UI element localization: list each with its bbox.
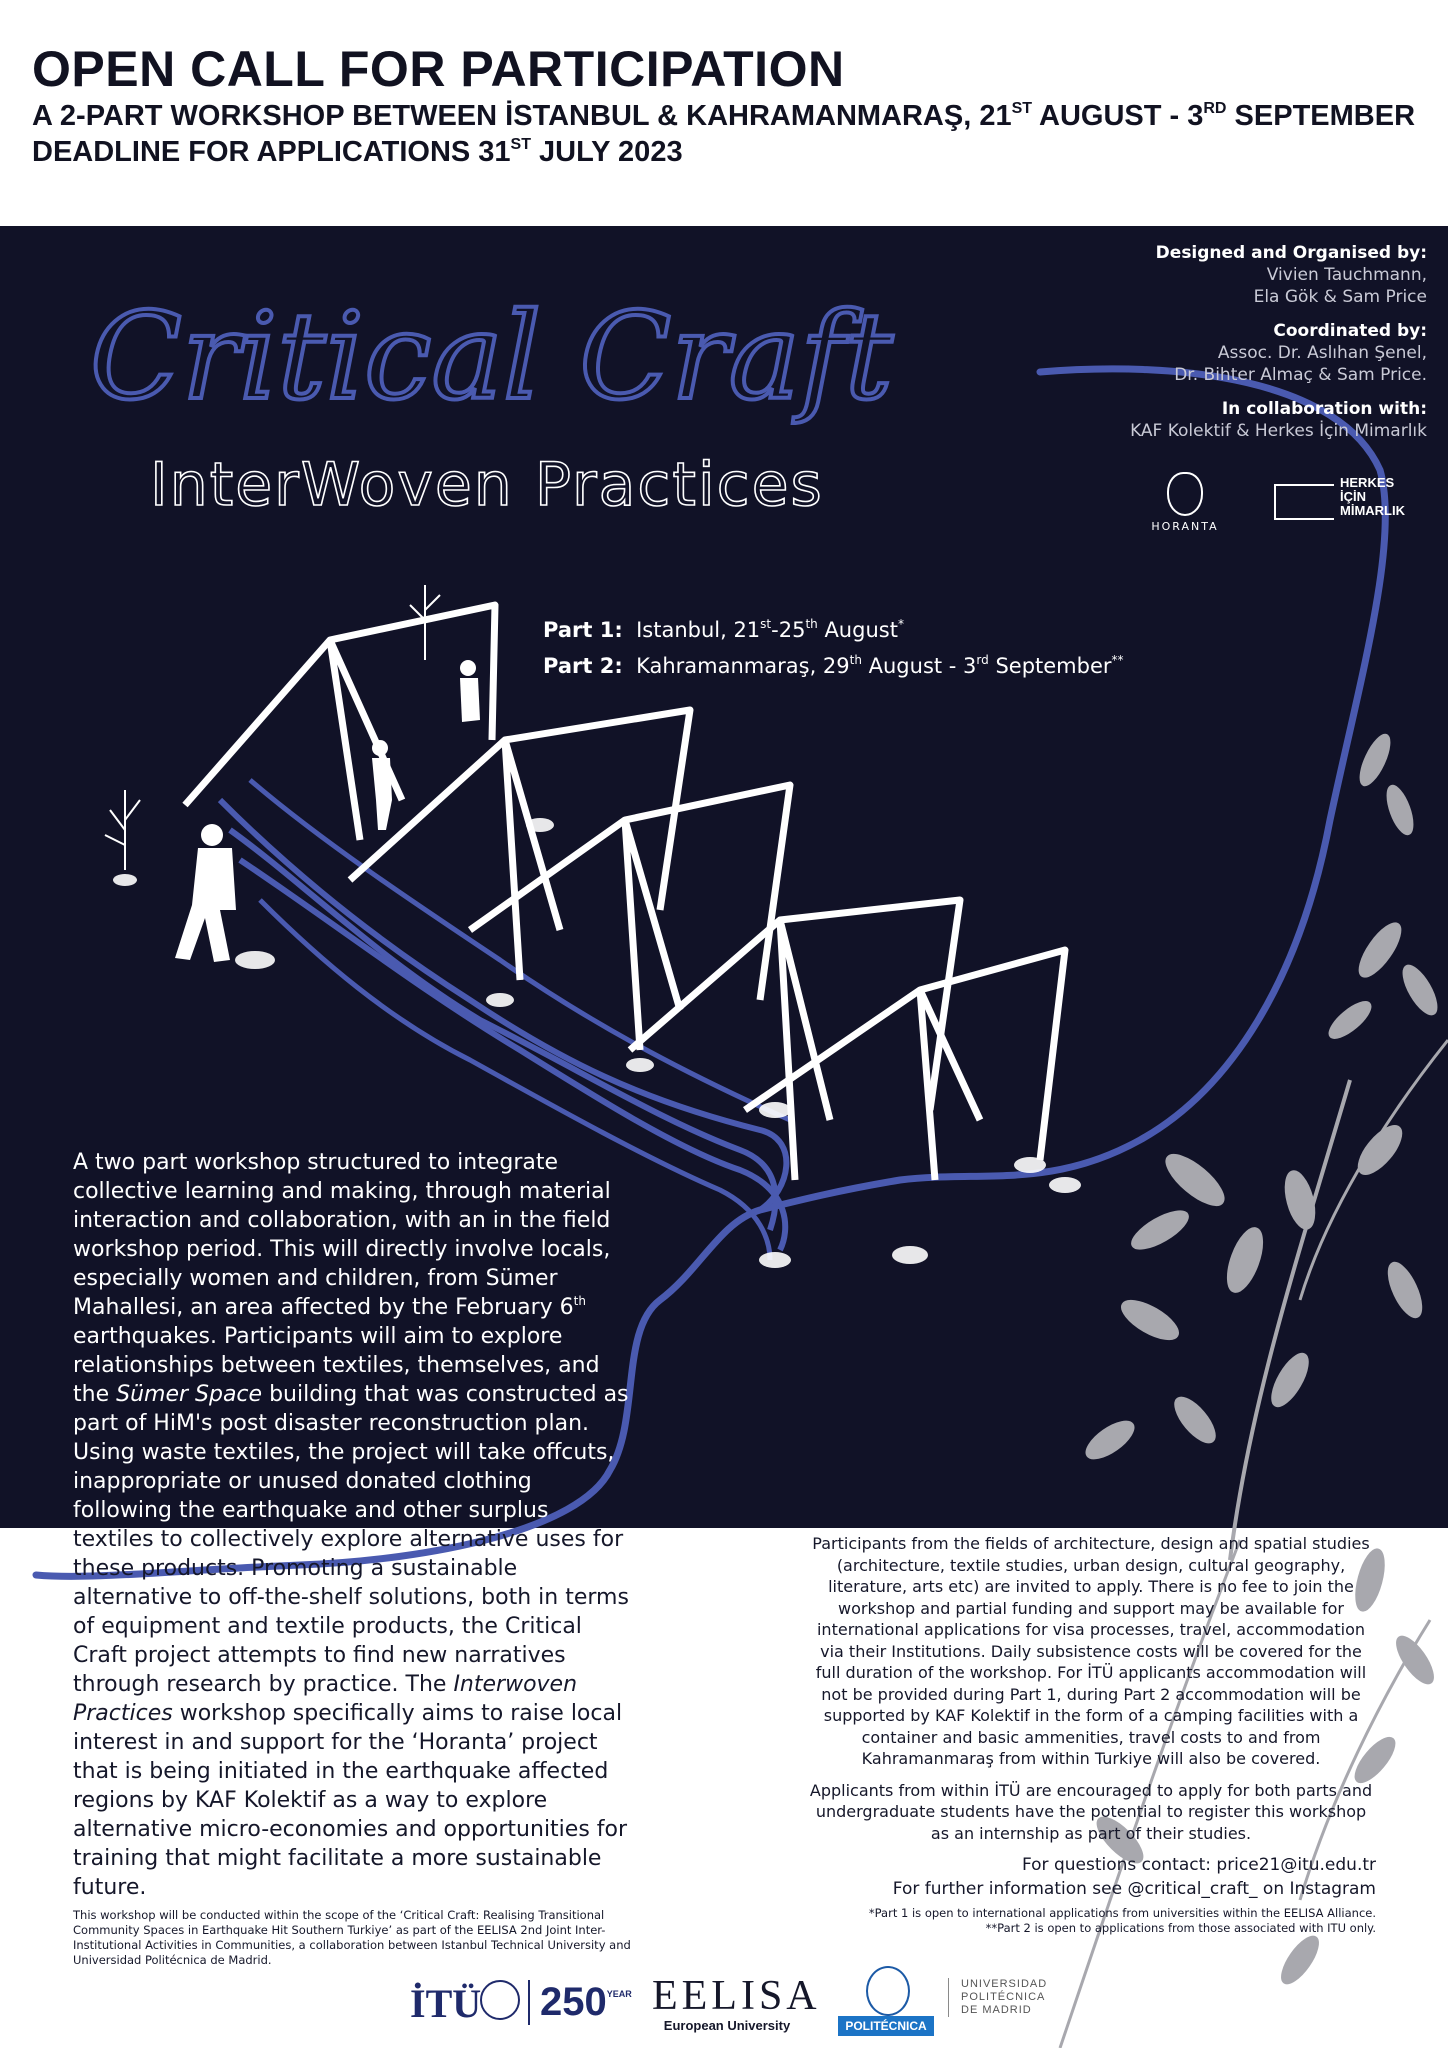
footer-logos [400, 1960, 1400, 2040]
credits-block [1047, 242, 1427, 442]
part-1-text-a: Istanbul, 21 [636, 618, 761, 642]
him-logo-text [1340, 476, 1405, 518]
hero-title: Critical Craft [90, 288, 893, 427]
part-2-text-b: August - 3 [861, 654, 977, 678]
part-2-text-c: September [988, 654, 1112, 678]
contact-instagram: For further information see @critical_craft_ on Instagram [892, 1879, 1376, 1899]
part-1-text-c: August [817, 618, 898, 642]
part-2 [543, 648, 1124, 684]
speech-bubble-icon [1274, 484, 1334, 520]
part-2-footnote-mark: ** [1111, 653, 1124, 667]
deadline-end: JULY 2023 [531, 136, 683, 168]
horanta-logo [1140, 472, 1230, 533]
upm-crest-icon [866, 1966, 910, 2016]
description-lower [73, 1527, 629, 1900]
footnote-1: *Part 1 is open to international applications from universities within the EELISA Alliance. [868, 1906, 1376, 1920]
eelisa-logo [652, 1973, 821, 2033]
description-upper-c: building that was constructed as part of HiM's post disaster reconstruction plan. Using waste textiles, the project will take offcuts, inappropriate or unused donated clothing following the earthquake and other surplus [73, 1382, 629, 1523]
him-line-2: İÇİN [1340, 489, 1366, 504]
part-2-sup-2: rd [976, 653, 989, 667]
itu-250-logo [528, 1980, 632, 2025]
subtitle-sup-2: RD [1203, 100, 1227, 117]
itu-seal-icon [480, 1980, 520, 2020]
hero-subtitle: InterWoven Practices [150, 450, 824, 520]
herkes-icin-mimarlik-logo [1274, 476, 1414, 524]
description-text [73, 1148, 633, 1902]
part-1-sup-1: st [760, 617, 772, 631]
itu-applicants-paragraph: Applicants from within İTÜ are encouraged to apply for both parts and undergraduate students have the potential to register this workshop as an internship as part of their studies. [809, 1780, 1373, 1843]
upm-line-2: POLITÉCNICA [961, 1991, 1046, 2003]
coordinated-line-1: Assoc. Dr. Aslıhan Şenel, [1217, 343, 1427, 363]
itu-logo: İTÜ [410, 1981, 482, 2026]
organised-line-2: Ela Gök & Sam Price [1253, 287, 1427, 307]
deadline-sup: ST [510, 136, 531, 153]
horanta-emblem-icon [1167, 472, 1203, 516]
eelisa-mark: EELISA [652, 1973, 821, 2019]
collaboration-line: KAF Kolektif & Herkes İçin Mimarlık [1130, 421, 1427, 441]
organised-heading: Designed and Organised by: [1155, 243, 1427, 263]
upm-line-3: DE MADRID [961, 2004, 1032, 2016]
part-1-text-b: -25 [771, 618, 806, 642]
part-1-footnote-mark: * [897, 617, 904, 631]
horanta-logo-text: HORANTA [1151, 520, 1219, 533]
eligibility-text [806, 1533, 1376, 1936]
subtitle-sup-1: ST [1011, 100, 1033, 117]
upm-line-1: UNIVERSIDAD [961, 1978, 1048, 1990]
description-lower-a: textiles to collectively explore alternative uses for these products. Promoting a sustainable alternative to off-the-shelf solutions, both in terms of equipment and textile products, the Critical Craft project attempts to find new narratives through research by practice. The [73, 1527, 629, 1697]
part-1-sup-2: th [805, 617, 818, 631]
description-emphasis: Sümer Space [116, 1382, 263, 1407]
workshop-parts [543, 612, 1124, 684]
anniversary-year-label: YEAR [606, 1989, 632, 1999]
description-sup: th [573, 1294, 586, 1308]
organised-line-1: Vivien Tauchmann, [1266, 265, 1427, 285]
collaboration-heading: In collaboration with: [1221, 399, 1427, 419]
contact-email: For questions contact: price21@itu.edu.tr [1021, 1855, 1376, 1875]
coordinated-line-2: Dr. Bihter Almaç & Sam Price. [1174, 365, 1427, 385]
description-upper-b: earthquakes. Participants will aim to explore relationships between textiles, themselves, and the [73, 1324, 600, 1407]
footnotes [806, 1906, 1376, 1936]
scope-note: This workshop will be conducted within the scope of the ‘Critical Craft: Realising Transitional Community Spaces in Earthquake Hit Southern Turkiye’ as part of the EELISA 2nd Joint Inter-Institutional Activities in Communities, a collaboration between Istanbul Technical University and Universidad Politécnica de Madrid. [73, 1908, 631, 1967]
deadline-text: DEADLINE FOR APPLICATIONS 31 [32, 136, 511, 168]
anniversary-number: 250 [540, 1980, 607, 2024]
eligibility-paragraph: Participants from the fields of architecture, design and spatial studies (architecture, textile studies, urban design, cultural geography, literature, arts etc) are invited to apply. There is no fee to join the workshop and partial funding and support may be available for international applications for visa processes, travel, accommodation via their Institutions. Daily subsistence costs will be covered for the full duration of the workshop. For İTÜ applicants accommodation will not be provided during Part 1, during Part 2 accommodation will be supported by KAF Kolektif in the form of a camping facilities with a container and basic ammenities, travel costs to and from Kahramanmaraş from within Turkiye will also be covered. [812, 1534, 1370, 1768]
page-title: OPEN CALL FOR PARTICIPATION [32, 41, 845, 97]
part-1 [543, 612, 1124, 648]
part-1-label: Part 1: [543, 618, 623, 642]
upm-bar-label: POLITÉCNICA [838, 2016, 934, 2036]
subtitle-text-end: SEPTEMBER [1226, 100, 1416, 132]
eelisa-caption: European University [663, 2018, 791, 2033]
footnote-2: **Part 2 is open to applications from those associated with ITU only. [985, 1921, 1376, 1935]
subtitle-text-a: A 2-PART WORKSHOP BETWEEN İSTANBUL & KAHRAMANMARAŞ, 21 [32, 100, 1012, 132]
him-line-3: MİMARLIK [1340, 503, 1405, 518]
part-2-text-a: Kahramanmaraş, 29 [636, 654, 850, 678]
description-lower-b: workshop specifically aims to raise local interest in and support for the ‘Horanta’ project that is being initiated in the earthquake affected regions by KAF Kolektif as a way to explore alternative micro-economies and opportunities for training that might facilitate a more sustainable future. [73, 1701, 628, 1900]
part-2-sup-1: th [849, 653, 862, 667]
description-lower-emphasis: Interwoven Practices [73, 1672, 578, 1726]
him-line-1: HERKES [1340, 475, 1395, 490]
upm-wordmark [948, 1978, 1047, 2017]
upm-emblem [838, 1966, 934, 2036]
part-2-label: Part 2: [543, 654, 623, 678]
subtitle-text-mid: AUGUST - 3 [1032, 100, 1204, 132]
description-upper: A two part workshop structured to integrate collective learning and making, through material interaction and collaboration, with an in the field workshop period. This will directly involve locals, especially women and children, from Sümer Mahallesi, an area affected by the February 6 [73, 1150, 611, 1320]
coordinated-heading: Coordinated by: [1273, 321, 1427, 341]
